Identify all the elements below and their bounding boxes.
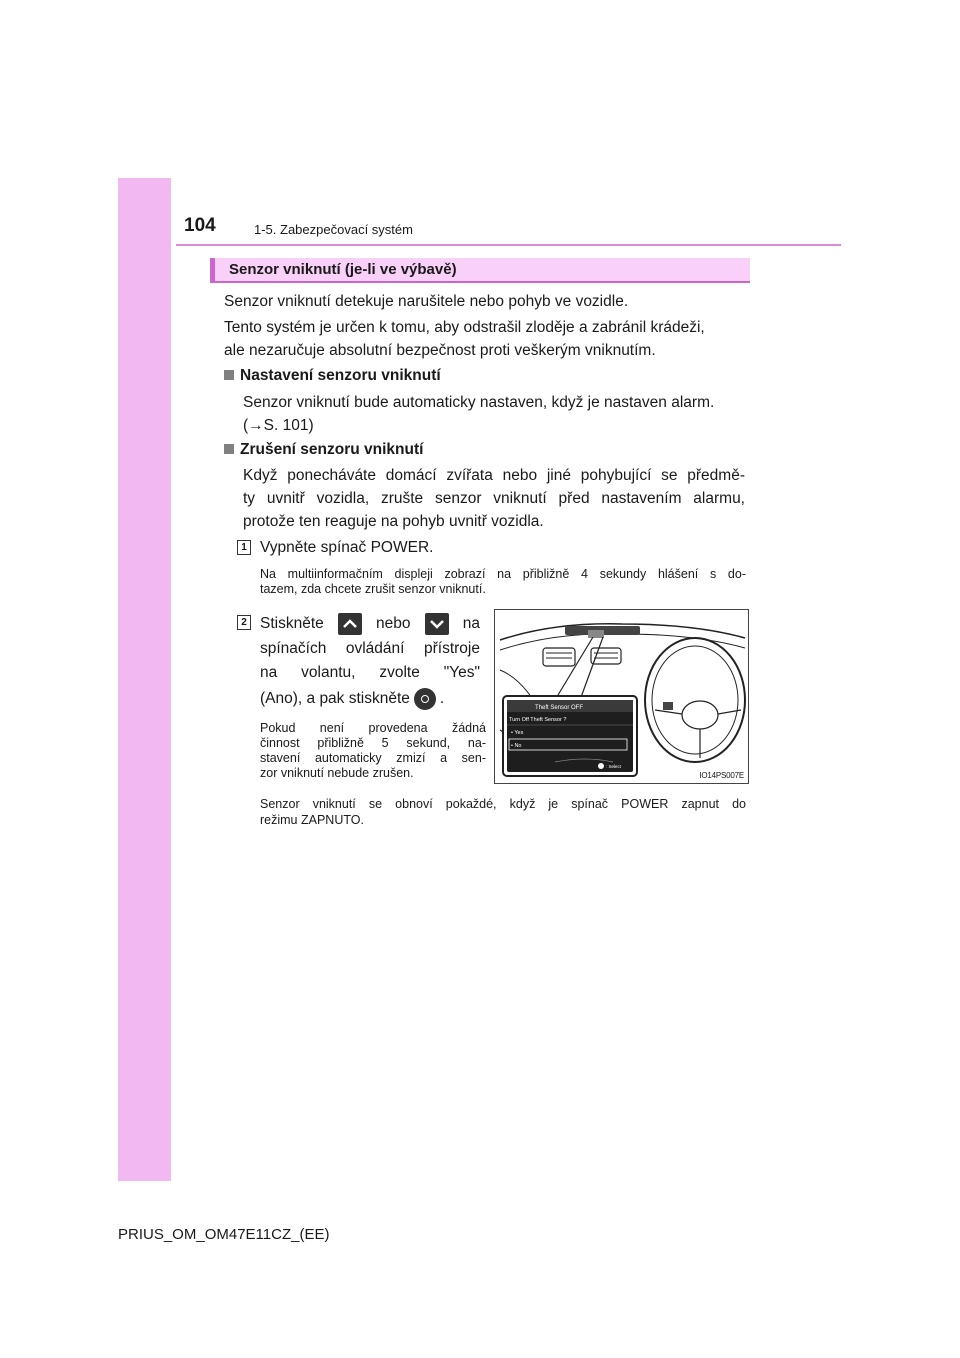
step-2-period: . xyxy=(439,690,445,707)
dashboard-illustration xyxy=(494,609,749,784)
section-header xyxy=(210,258,750,283)
setting-heading xyxy=(224,364,441,388)
closing-line-1: Senzor vniknutí se obnoví pokaždé, když je spínač POWER zapnut do xyxy=(260,797,746,811)
step-2-line-2: spínačích ovládání přístroje xyxy=(260,640,480,657)
header-divider xyxy=(176,244,841,246)
cancel-line-3: protože ten reaguje na pohyb uvnitř vozidla. xyxy=(243,513,544,530)
screen-option-yes: • Yes xyxy=(511,730,524,736)
document-code: PRIUS_OM_OM47E11CZ_(EE) xyxy=(118,1226,330,1243)
square-bullet-icon xyxy=(224,370,234,380)
chevron-down-icon xyxy=(425,613,449,635)
intro-paragraph-1: Senzor vniknutí detekuje narušitele nebo pohyb ve vozidle. xyxy=(224,293,629,310)
step-1-number: 1 xyxy=(237,540,251,555)
closing-line-2: režimu ZAPNUTO. xyxy=(260,813,364,827)
step-2-press-text: Stiskněte xyxy=(260,615,324,632)
step-2-line-3: na volantu, zvolte "Yes" xyxy=(260,664,480,681)
setting-heading-text: Nastavení senzoru vniknutí xyxy=(240,367,441,384)
section-title: Senzor vniknutí (je-li ve výbavě) xyxy=(229,261,457,278)
figure-code: IO14PS007E xyxy=(699,771,744,780)
screen-select-hint: : Select xyxy=(606,764,622,769)
step-2-note-line-2: činnost přibližně 5 sekund, na- xyxy=(260,736,486,750)
screen-title: Theft Sensor OFF xyxy=(535,705,584,711)
step-2-number: 2 xyxy=(237,615,251,630)
setting-page-reference: (→S. 101) xyxy=(243,417,314,434)
cancel-heading xyxy=(224,438,423,462)
step-2-or-text: nebo xyxy=(376,615,411,632)
cancel-heading-text: Zrušení senzoru vniknutí xyxy=(240,441,424,458)
dashboard-drawing xyxy=(495,610,749,784)
screen-question: Turn Off Theft Sensor ? xyxy=(509,717,567,723)
step-1-text: Vypněte spínač POWER. xyxy=(260,539,434,556)
step-2-then-press-text: (Ano), a pak stiskněte xyxy=(260,690,410,707)
cancel-line-1: Když ponecháváte domácí zvířata nebo jiné pohybující se předmě- xyxy=(243,467,745,484)
chevron-up-icon xyxy=(338,613,362,635)
square-bullet-icon xyxy=(224,444,234,454)
step-2-note-line-3: stavení automaticky zmizí a sen- xyxy=(260,751,486,765)
chapter-title: 1-5. Zabezpečovací systém xyxy=(254,222,413,237)
step-2-line-4 xyxy=(260,687,444,711)
screen-option-no: • No xyxy=(511,743,522,749)
step-2-note-line-1: Pokud není provedena žádná xyxy=(260,721,486,735)
page-number: 104 xyxy=(184,215,216,236)
cancel-line-2: ty uvnitř vozidla, zrušte senzor vniknutí před nastavením alarmu, xyxy=(243,490,745,507)
step-2-on-text: na xyxy=(462,615,480,632)
setting-line-1: Senzor vniknutí bude automaticky nastaven, když je nastaven alarm. xyxy=(243,394,715,411)
chapter-sidebar-tab xyxy=(118,178,171,1181)
intro-paragraph-2-line-2: ale nezaručuje absolutní bezpečnost proti veškerým vniknutím. xyxy=(224,342,656,359)
step-2-line-1 xyxy=(260,612,480,636)
step-1-note-line-1: Na multiinformačním displeji zobrazí na přibližně 4 sekundy hlášení s do- xyxy=(260,567,746,581)
intro-paragraph-2-line-1: Tento systém je určen k tomu, aby odstrašil zloděje a zabránil krádeži, xyxy=(224,319,705,336)
ok-button-icon xyxy=(414,688,436,710)
step-1-note-line-2: tazem, zda chcete zrušit senzor vniknutí. xyxy=(260,582,486,596)
step-2-note-line-4: zor vniknutí nebude zrušen. xyxy=(260,766,414,780)
